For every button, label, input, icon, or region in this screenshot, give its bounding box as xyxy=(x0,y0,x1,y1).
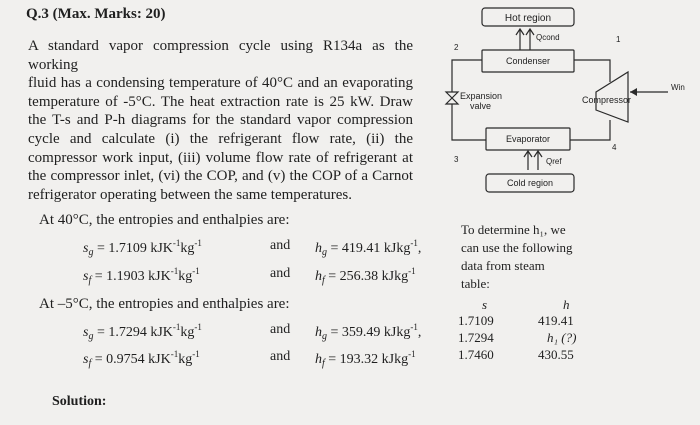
side-note-line: can use the following xyxy=(461,240,573,255)
cold-region-label: Cold region xyxy=(506,178,554,188)
qcond-arrow xyxy=(516,29,524,50)
point-label: 3 xyxy=(454,155,459,164)
pipe-left-top xyxy=(452,60,482,92)
point-label: 1 xyxy=(616,35,621,44)
solution-label: Solution: xyxy=(52,394,107,409)
side-note-line: To determine h₁, we xyxy=(461,222,566,237)
table-cell: 1.7294 xyxy=(458,330,494,345)
and-label: and xyxy=(270,266,291,281)
point-label: 4 xyxy=(612,143,617,152)
qref-label: Qref xyxy=(546,157,562,166)
side-note-line: table: xyxy=(461,276,490,291)
question-line: refrigerator operating between the same temperatures. xyxy=(28,186,353,203)
refrigeration-cycle-diagram xyxy=(430,0,700,200)
table-header-h: h xyxy=(563,297,570,312)
question-line: compressor work input, (iii) volume flow rate of refrigerant at xyxy=(28,149,413,166)
sg-40-line: $s_g = 1.7109$ $kJK^{-1}kg^{-1}$ xyxy=(83,238,202,258)
sf-m5-line: $s_f = 0.9754$ $kJK^{-1}kg^{-1}$ xyxy=(83,349,200,369)
evaporator-label: Evaporator xyxy=(505,134,551,144)
pipe-right-top xyxy=(574,60,610,82)
question-line: cycle and calculate (i) the refrigerant flow rate, (ii) the xyxy=(28,130,413,147)
hg-m5-line: $h_g = 359.49$ kJkg$^{-1}$, xyxy=(315,322,422,342)
point-label: 2 xyxy=(454,43,459,52)
side-note-line: data from steam xyxy=(461,258,545,273)
question-line: fluid has a condensing temperature of 40°C and an evaporating xyxy=(28,75,413,92)
table-cell: h₁ (?) xyxy=(547,330,577,345)
table-cell: 1.7460 xyxy=(458,347,494,362)
datam5-heading: At –5°C, the entropies and enthalpies are: xyxy=(39,296,290,312)
hg-40-line: $h_g = 419.41$ kJkg$^{-1}$, xyxy=(315,238,422,258)
table-cell: 419.41 xyxy=(538,313,574,328)
hf-40-line: $h_f = 256.38$ kJkg$^{-1}$ xyxy=(315,266,416,286)
expansion-valve-symbol xyxy=(446,92,458,104)
compressor-label: Compressor xyxy=(582,95,632,105)
question-line: A standard vapor compression cycle using R134a as the working xyxy=(28,38,413,73)
question-line: temperature of -5°C. The heat extraction rate is 25 kW. Draw xyxy=(28,93,413,110)
sf-40-line: $s_f = 1.1903$ $kJK^{-1}kg^{-1}$ xyxy=(83,266,200,286)
win-label: Win xyxy=(671,83,685,92)
question-text xyxy=(28,37,413,204)
and-label: and xyxy=(270,322,291,337)
data40-heading: At 40°C, the entropies and enthalpies are: xyxy=(39,212,290,228)
question-line: the compressor inlet, (vi) the COP, and (v) the COP of a Carnot xyxy=(28,168,413,185)
hot-region-label: Hot region xyxy=(504,13,552,24)
qref-arrow xyxy=(524,151,532,170)
condenser-label: Condenser xyxy=(505,56,551,66)
question-title: Q.3 (Max. Marks: 20) xyxy=(26,6,166,22)
question-line: the T-s and P-h diagrams for the standard vapor compression xyxy=(28,112,413,129)
table-cell: 1.7109 xyxy=(458,313,494,328)
qcond-label: Qcond xyxy=(536,33,560,42)
sg-m5-line: $s_g = 1.7294$ $kJK^{-1}kg^{-1}$ xyxy=(83,322,202,342)
hf-m5-line: $h_f = 193.32$ kJkg$^{-1}$ xyxy=(315,349,416,369)
table-cell: 430.55 xyxy=(538,347,574,362)
expansion-valve-label: Expansion xyxy=(460,91,503,101)
and-label: and xyxy=(270,349,291,364)
table-header-s: s xyxy=(482,297,488,312)
expansion-valve-label: valve xyxy=(470,101,492,111)
and-label: and xyxy=(270,238,291,253)
pipe-right-bottom xyxy=(570,120,610,140)
